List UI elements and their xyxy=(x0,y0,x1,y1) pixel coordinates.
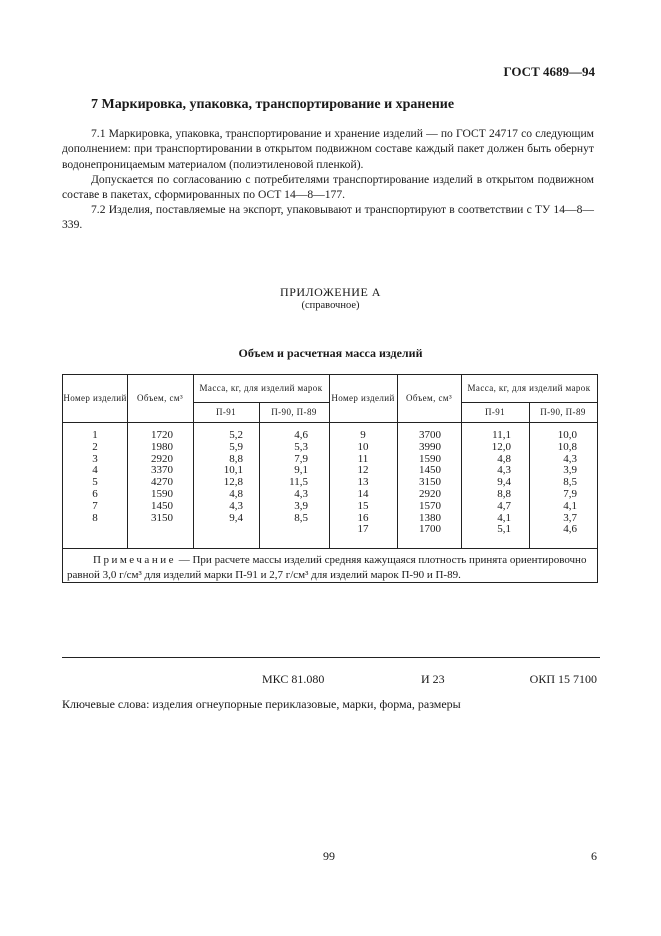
table-cell: 4,3 xyxy=(497,464,511,477)
table-cell: 1590 xyxy=(151,488,173,500)
table-cell: 7,9 xyxy=(563,488,577,500)
section-title: 7 Маркировка, упаковка, транспортирование и хранение xyxy=(91,97,455,112)
paragraph-7-2: 7.2 Изделия, поставляемые на экспорт, упаковывают и транспортируют в соответствии с ТУ 14—8—339. xyxy=(62,203,594,232)
table-cell: 5,3 xyxy=(294,440,308,453)
mass-table xyxy=(62,374,598,583)
header-mass-group: Масса, кг, для изделий марок xyxy=(467,383,591,393)
table-cell: 3150 xyxy=(151,511,173,524)
table-cell: 4,8 xyxy=(229,488,243,500)
table-hline xyxy=(63,548,597,549)
sheet-number: 6 xyxy=(591,849,597,863)
table-cell: 1980 xyxy=(151,440,173,453)
table-cell: 5 xyxy=(92,476,98,489)
table-cell: 14 xyxy=(357,488,369,500)
table-cell: 13 xyxy=(357,476,369,489)
document-code: ГОСТ 4689—94 xyxy=(503,64,595,79)
table-cell: 12,8 xyxy=(223,476,243,489)
table-cell: 8,8 xyxy=(497,488,511,500)
table-cell: 2 xyxy=(92,440,98,453)
table-cell: 11,5 xyxy=(289,476,308,489)
table-cell: 3 xyxy=(92,452,98,465)
table-cell: 1590 xyxy=(419,452,441,465)
header-volume: Объем, см³ xyxy=(136,393,184,403)
table-cell: 2920 xyxy=(151,452,173,465)
table-cell: 10,0 xyxy=(557,429,577,441)
header-volume: Объем, см³ xyxy=(405,393,453,403)
table-cell: 7,9 xyxy=(294,452,308,465)
table-cell: 8,5 xyxy=(294,511,308,524)
table-cell: 3700 xyxy=(419,429,441,441)
table-vline xyxy=(259,402,260,548)
table-cell: 16 xyxy=(357,511,369,524)
table-title: Объем и расчетная масса изделий xyxy=(238,346,423,360)
table-cell: 5,1 xyxy=(497,523,511,536)
table-cell: 1450 xyxy=(151,499,173,512)
appendix-title: ПРИЛОЖЕНИЕ А xyxy=(280,285,381,299)
table-cell: 8 xyxy=(92,511,98,524)
table-cell: 4 xyxy=(92,464,98,477)
table-cell: 5,9 xyxy=(229,440,243,453)
table-cell: 9,4 xyxy=(229,511,243,524)
table-cell: 12,0 xyxy=(491,440,511,453)
table-cell: 6 xyxy=(92,488,98,500)
table-cell: 3990 xyxy=(419,440,441,453)
table-cell: 4,1 xyxy=(497,511,511,524)
table-cell: 4,1 xyxy=(563,499,577,512)
header-p91: П-91 xyxy=(484,406,506,417)
footer-rule xyxy=(62,657,600,658)
table-cell: 1570 xyxy=(419,499,441,512)
table-cell: 1380 xyxy=(419,511,441,524)
table-cell: 5,2 xyxy=(229,429,243,441)
table-cell: 1450 xyxy=(419,464,441,477)
header-mass-group: Масса, кг, для изделий марок xyxy=(199,383,323,393)
header-p90-p89: П-90, П-89 xyxy=(271,406,317,417)
table-cell: 1720 xyxy=(151,429,173,441)
table-cell: 11 xyxy=(357,452,369,465)
appendix-subtitle: (справочное) xyxy=(301,300,360,311)
table-cell: 15 xyxy=(357,499,369,512)
table-cell: 3,9 xyxy=(294,499,308,512)
table-note xyxy=(67,553,591,583)
okp-code: ОКП 15 7100 xyxy=(529,672,597,686)
note-label: Примечание xyxy=(93,554,176,566)
table-vline xyxy=(529,402,530,548)
table-cell: 12 xyxy=(357,464,369,477)
table-cell: 4,6 xyxy=(563,523,577,536)
table-cell: 3,7 xyxy=(563,511,577,524)
header-number: Номер изделий xyxy=(63,393,127,403)
mks-code: МКС 81.080 xyxy=(262,672,325,686)
table-cell: 8,5 xyxy=(563,476,577,489)
table-cell: 3150 xyxy=(419,476,441,489)
ics-code: И 23 xyxy=(421,672,445,686)
header-p91: П-91 xyxy=(215,406,237,417)
table-cell: 1700 xyxy=(419,523,441,536)
header-number: Номер изделий xyxy=(331,393,395,403)
table-cell: 7 xyxy=(92,499,98,512)
table-cell: 4,3 xyxy=(563,452,577,465)
paragraph-7-1: 7.1 Маркировка, упаковка, транспортирование и хранение изделий — по ГОСТ 24717 со следующим дополнением: при транспортировании в открытом подвижном составе каждый пакет должен быть обернут водонепроницаемым материалом (полиэтиленовой пленкой). xyxy=(62,127,594,171)
table-cell: 4270 xyxy=(151,476,173,489)
header-p90-p89: П-90, П-89 xyxy=(540,406,586,417)
paragraph-transport-note: Допускается по согласованию с потребителями транспортирование изделий в открытом подвижном составе в пакетах, сформированных по ОСТ 14—8—177. xyxy=(62,173,594,202)
table-cell: 9,4 xyxy=(497,476,511,489)
table-cell: 9 xyxy=(360,429,366,441)
table-cell: 9,1 xyxy=(294,464,308,477)
note-text: — При расчете массы изделий средняя кажущаяся плотность принята ориентировочно равной 3,0 г/см³ для изделий марки П-91 и 2,7 г/см³ для изделий марок П-90 и П-89. xyxy=(67,554,587,581)
keywords: Ключевые слова: изделия огнеупорные периклазовые, марки, форма, размеры xyxy=(62,697,461,711)
table-cell: 2920 xyxy=(419,488,441,500)
table-cell: 8,8 xyxy=(229,452,243,465)
table-cell: 4,3 xyxy=(294,488,308,500)
table-cell: 4,7 xyxy=(497,499,511,512)
table-cell: 10,8 xyxy=(557,440,577,453)
table-cell: 4,6 xyxy=(294,429,308,441)
table-cell: 3,9 xyxy=(563,464,577,477)
table-cell: 1 xyxy=(92,429,98,441)
table-hline xyxy=(63,422,597,423)
table-cell: 11,1 xyxy=(492,429,511,441)
page-number: 99 xyxy=(323,849,335,863)
table-cell: 10,1 xyxy=(223,464,243,477)
table-cell: 4,3 xyxy=(229,499,243,512)
table-cell: 10 xyxy=(357,440,369,453)
table-cell: 3370 xyxy=(151,464,173,477)
table-cell: 17 xyxy=(357,523,369,536)
table-cell: 4,8 xyxy=(497,452,511,465)
